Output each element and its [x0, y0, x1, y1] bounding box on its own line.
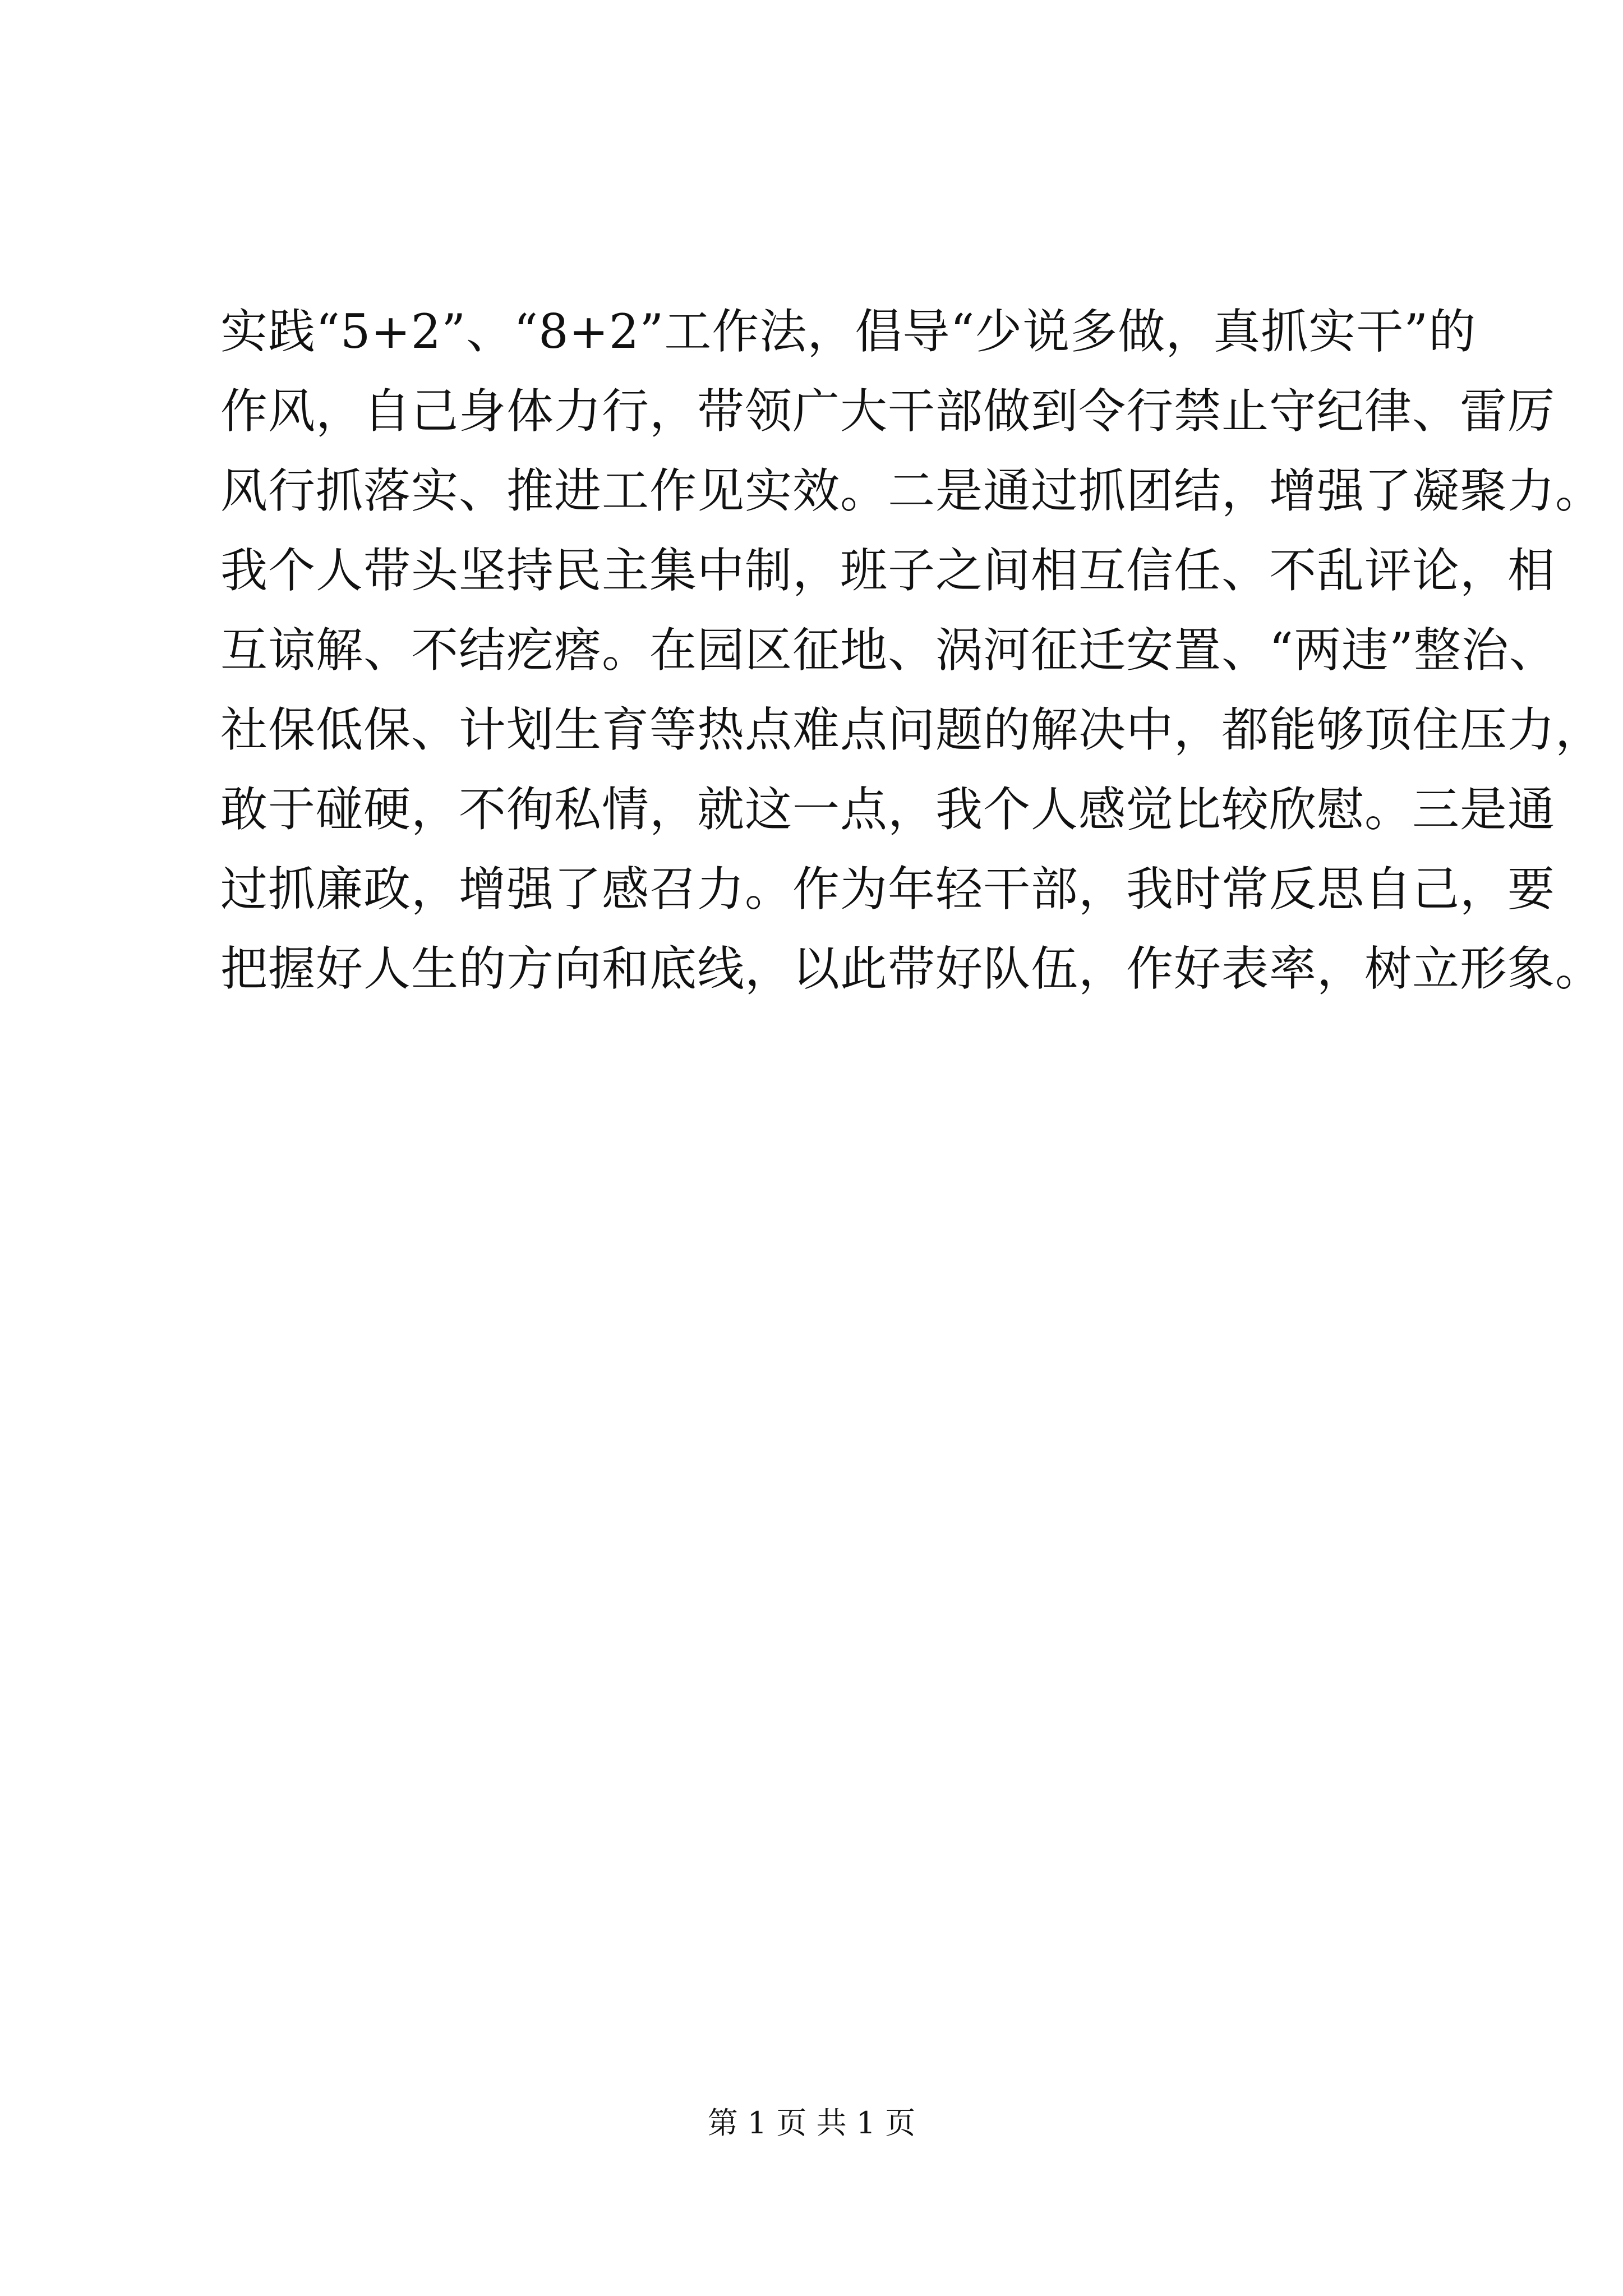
- body-paragraph: [220, 292, 1603, 1009]
- text-line: 过抓廉政，增强了感召力。作为年轻干部，我时常反思自己，要: [220, 862, 1556, 917]
- text-line: 社保低保、计划生育等热点难点问题的解决中，都能够顶住压力，: [220, 702, 1603, 757]
- text-line: 敢于碰硬，不徇私情，就这一点，我个人感觉比较欣慰。三是通: [220, 782, 1556, 837]
- text-line: 实践“5+2”、“8+2”工作法，倡导“少说多做，真抓实干”的: [220, 304, 1477, 359]
- page-footer: [0, 2101, 1623, 2146]
- text-line: 风行抓落实、推进工作见实效。二是通过抓团结，增强了凝聚力。: [220, 463, 1603, 518]
- text-line: 我个人带头坚持民主集中制，班子之间相互信任、不乱评论，相: [220, 543, 1556, 598]
- page-number: 第 1 页 共 1 页: [707, 2105, 916, 2141]
- text-line: 把握好人生的方向和底线，以此带好队伍，作好表率，树立形象。: [220, 941, 1603, 996]
- text-line: 互谅解、不结疙瘩。在园区征地、涡河征迁安置、“两违”整治、: [220, 623, 1557, 678]
- text-line: 作风，自己身体力行，带领广大干部做到令行禁止守纪律、雷厉: [220, 384, 1556, 439]
